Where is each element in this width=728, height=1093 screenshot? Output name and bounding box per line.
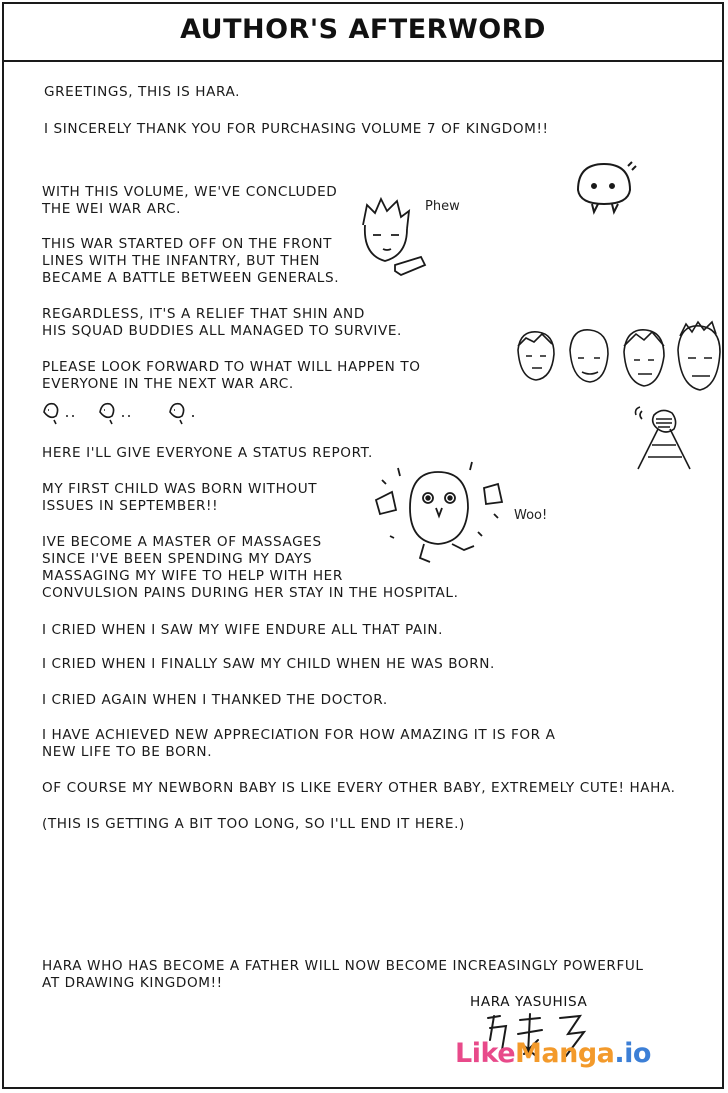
paragraph-line: HIS SQUAD BUDDIES ALL MANAGED TO SURVIVE. xyxy=(42,323,402,339)
paragraph-line: OF COURSE MY NEWBORN BABY IS LIKE EVERY OTHER BABY, EXTREMELY CUTE! HAHA. xyxy=(42,780,676,796)
closing-line: AT DRAWING KINGDOM!! xyxy=(42,975,223,991)
paragraph-line: I CRIED WHEN I SAW MY WIFE ENDURE ALL THAT PAIN. xyxy=(42,622,444,638)
paragraph-line: LINES WITH THE INFANTRY, BUT THEN xyxy=(42,253,321,269)
blob-creature-icon xyxy=(570,160,640,215)
watermark-part-1: Like xyxy=(455,1038,516,1069)
author-name: HARA YASUHISA xyxy=(470,994,588,1010)
author-face-icon xyxy=(345,195,435,285)
thanks-text: I SINCERELY THANK YOU FOR PURCHASING VOLUME 7 OF KINGDOM!! xyxy=(44,121,549,137)
owl-creature-icon xyxy=(370,458,510,573)
sfx-woo: Woo! xyxy=(514,508,548,523)
sfx-phew: Phew xyxy=(425,199,460,214)
title-bar xyxy=(2,2,724,62)
paragraph-line: MASSAGING MY WIFE TO HELP WITH HER xyxy=(42,568,343,584)
paragraph-line: REGARDLESS, IT'S A RELIEF THAT SHIN AND xyxy=(42,306,365,322)
little-birds-icon xyxy=(40,398,210,426)
paragraph-line: (THIS IS GETTING A BIT TOO LONG, SO I'LL END IT HERE.) xyxy=(42,816,465,832)
page-title: AUTHOR'S AFTERWORD xyxy=(180,14,546,45)
paragraph-line: I CRIED AGAIN WHEN I THANKED THE DOCTOR. xyxy=(42,692,388,708)
hooded-figure-icon xyxy=(632,405,698,473)
paragraph-line: THE WEI WAR ARC. xyxy=(42,201,182,217)
paragraph-line: WITH THIS VOLUME, WE'VE CONCLUDED xyxy=(42,184,338,200)
paragraph-line: CONVULSION PAINS DURING HER STAY IN THE HOSPITAL. xyxy=(42,585,459,601)
paragraph-line: EVERYONE IN THE NEXT WAR ARC. xyxy=(42,376,294,392)
watermark-part-2: Manga xyxy=(515,1038,615,1069)
paragraph-line: ISSUES IN SEPTEMBER!! xyxy=(42,498,219,514)
paragraph-line: THIS WAR STARTED OFF ON THE FRONT xyxy=(42,236,333,252)
paragraph-line: BECAME A BATTLE BETWEEN GENERALS. xyxy=(42,270,340,286)
paragraph-line: MY FIRST CHILD WAS BORN WITHOUT xyxy=(42,481,318,497)
closing-line: HARA WHO HAS BECOME A FATHER WILL NOW BECOME INCREASINGLY POWERFUL xyxy=(42,958,644,974)
paragraph-line: I CRIED WHEN I FINALLY SAW MY CHILD WHEN HE WAS BORN. xyxy=(42,656,495,672)
character-faces-icon xyxy=(512,320,724,405)
watermark-part-3: .io xyxy=(614,1038,651,1069)
paragraph-line: I HAVE ACHIEVED NEW APPRECIATION FOR HOW AMAZING IT IS FOR A xyxy=(42,727,556,743)
paragraph-line: IVE BECOME A MASTER OF MASSAGES xyxy=(42,534,322,550)
paragraph-line: NEW LIFE TO BE BORN. xyxy=(42,744,213,760)
paragraph-line: SINCE I'VE BEEN SPENDING MY DAYS xyxy=(42,551,313,567)
paragraph-line: HERE I'LL GIVE EVERYONE A STATUS REPORT. xyxy=(42,445,373,461)
paragraph-line: PLEASE LOOK FORWARD TO WHAT WILL HAPPEN TO xyxy=(42,359,421,375)
greeting-text: GREETINGS, THIS IS HARA. xyxy=(44,84,241,100)
site-watermark xyxy=(455,1038,651,1069)
